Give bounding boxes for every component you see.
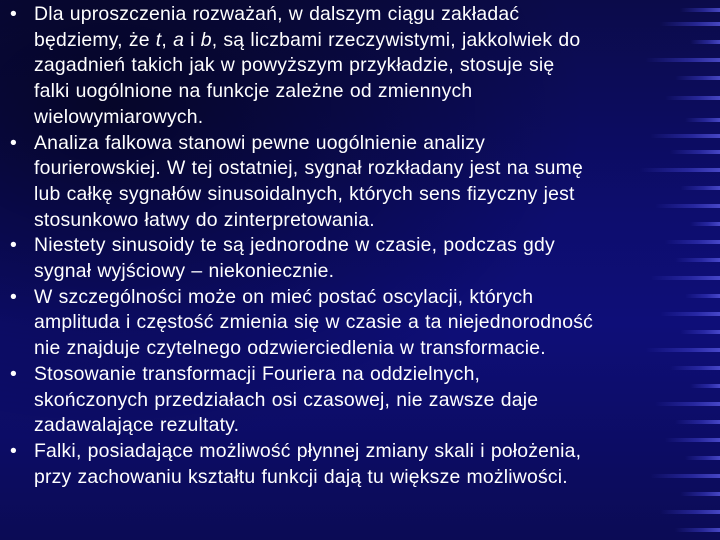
bullet-text: nie znajduje czytelnego odzwierciedlenia w transformacie.	[34, 337, 546, 360]
bullet-item	[10, 362, 715, 439]
bullet-icon: •	[10, 362, 17, 385]
bullet-item	[10, 2, 715, 131]
bullet-text: Dla uproszczenia rozważań, w dalszym ciągu zakładać	[34, 3, 520, 25]
bullet-line	[34, 310, 715, 336]
bullet-item	[10, 131, 715, 234]
bullet-text: będziemy, że	[34, 28, 156, 51]
bullet-line	[34, 28, 715, 54]
bullet-icon: •	[10, 439, 17, 462]
bullet-icon: •	[10, 3, 17, 25]
bullet-text: amplituda i częstość zmienia się w czasie a ta niejednorodność	[34, 311, 594, 334]
bullet-list	[10, 2, 715, 490]
bullet-line	[34, 413, 715, 439]
bullet-text: lub całkę sygnałów sinusoidalnych, których sens fizyczny jest	[34, 182, 575, 205]
bullet-line	[34, 465, 715, 491]
bullet-icon: •	[10, 234, 17, 257]
bullet-text: Falki, posiadające możliwość płynnej zmiany skali i położenia,	[34, 439, 582, 462]
bullet-item	[10, 285, 715, 362]
bullet-text: Analiza falkowa stanowi pewne uogólnienie analizy	[34, 131, 486, 154]
bullet-line	[34, 439, 715, 465]
bullet-item	[10, 439, 715, 490]
bullet-text: przy zachowaniu kształtu funkcji dają tu większe możliwości.	[34, 465, 568, 488]
bullet-text: skończonych przedziałach osi czasowej, nie zawsze daje	[34, 388, 539, 411]
bullet-text: zadawalające rezultaty.	[34, 414, 240, 437]
bullet-item	[10, 233, 715, 284]
bullet-text: , są liczbami rzeczywistymi, jakkolwiek do	[211, 28, 581, 51]
bullet-line	[34, 208, 715, 234]
bullet-text: W szczególności może on mieć postać oscylacji, których	[34, 285, 534, 308]
bullet-line	[34, 2, 715, 28]
bullet-text: fourierowskiej. W tej ostatniej, sygnał rozkładany jest na sumę	[34, 157, 583, 180]
bullet-line	[34, 53, 715, 79]
bullet-text: sygnał wyjściowy – niekoniecznie.	[34, 260, 335, 283]
bullet-icon: •	[10, 285, 17, 308]
italic-variable: b	[200, 28, 212, 51]
bullet-text: zagadnień takich jak w powyższym przykładzie, stosuje się	[34, 54, 555, 77]
bullet-line	[34, 131, 715, 157]
bullet-line	[34, 105, 715, 131]
bullet-text: ,	[161, 28, 174, 51]
bullet-text: wielowymiarowych.	[34, 105, 204, 128]
bullet-text: Niestety sinusoidy te są jednorodne w czasie, podczas gdy	[34, 234, 555, 257]
bullet-text: stosunkowo łatwy do zinterpretowania.	[34, 208, 375, 231]
bullet-line	[34, 388, 715, 414]
bullet-line	[34, 233, 715, 259]
bullet-line	[34, 362, 715, 388]
bullet-text: i	[184, 28, 201, 51]
bullet-line	[34, 336, 715, 362]
bullet-line	[34, 285, 715, 311]
bullet-text: Stosowanie transformacji Fouriera na oddzielnych,	[34, 362, 481, 385]
bullet-line	[34, 182, 715, 208]
italic-variable: t	[155, 28, 162, 51]
bullet-line	[34, 259, 715, 285]
bullet-text: falki uogólnione na funkcje zależne od zmiennych	[34, 80, 473, 103]
bullet-line	[34, 79, 715, 105]
bullet-icon: •	[10, 131, 17, 154]
bullet-line	[34, 156, 715, 182]
italic-variable: a	[173, 28, 185, 51]
